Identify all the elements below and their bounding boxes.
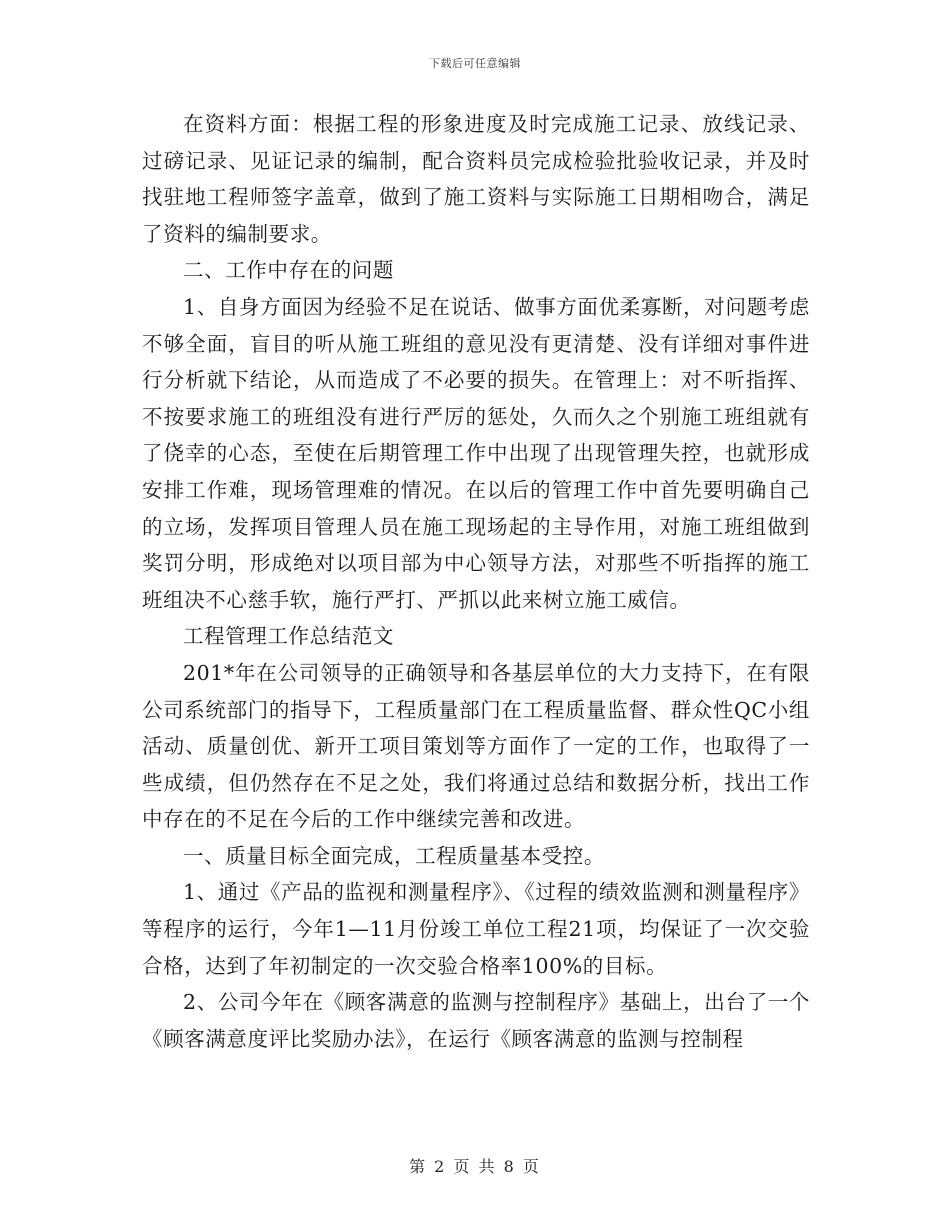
paragraph-quality-1: 1、通过《产品的监视和测量程序》、《过程的绩效监测和测量程序》等程序的运行，今年1—11月份竣工单位工程21项，均保证了一次交验合格，达到了年初制定的一次交验合格率100%的目标。	[142, 880, 810, 978]
paragraph-materials: 在资料方面：根据工程的形象进度及时完成施工记录、放线记录、过磅记录、见证记录的编制，配合资料员完成检验批验收记录，并及时找驻地工程师签字盖章，做到了施工资料与实际施工日期相吻合，满足了资料的编制要求。	[142, 112, 810, 246]
page-header: 下载后可任意编辑	[429, 57, 521, 70]
paragraph-quality-2: 2、公司今年在《顾客满意的监测与控制程序》基础上，出台了一个《顾客满意度评比奖励办法》，在运行《顾客满意的监测与控制程	[142, 990, 810, 1051]
heading-summary-title: 工程管理工作总结范文	[183, 624, 394, 649]
page-footer: 第 2 页 共 8 页	[409, 1157, 541, 1176]
heading-problems: 二、工作中存在的问题	[183, 258, 394, 283]
heading-quality-goal: 一、质量目标全面完成，工程质量基本受控。	[183, 843, 605, 868]
document-body	[142, 106, 810, 1057]
paragraph-summary-intro: 201*年在公司领导的正确领导和各基层单位的大力支持下，在有限公司系统部门的指导下，工程质量部门在工程质量监督、群众性QC小组活动、质量创优、新开工项目策划等方面作了一定的工作，也取得了一些成绩，但仍然存在不足之处，我们将通过总结和数据分析，找出工作中存在的不足在今后的工作中继续完善和改进。	[142, 660, 810, 832]
paragraph-problem-1: 1、自身方面因为经验不足在说话、做事方面优柔寡断，对问题考虑不够全面，盲目的听从施工班组的意见没有更清楚、没有详细对事件进行分析就下结论，从而造成了不必要的损失。在管理上：对不听指挥、不按要求施工的班组没有进行严厉的惩处，久而久之个别施工班组就有了侥幸的心态，至使在后期管理工作中出现了出现管理失控，也就形成安排工作难，现场管理难的情况。在以后的管理工作中首先要明确自己的立场，发挥项目管理人员在施工现场起的主导作用，对施工班组做到奖罚分明，形成绝对以项目部为中心领导方法，对那些不听指挥的施工班组决不心慈手软，施行严打、严抓以此来树立施工威信。	[142, 294, 810, 612]
